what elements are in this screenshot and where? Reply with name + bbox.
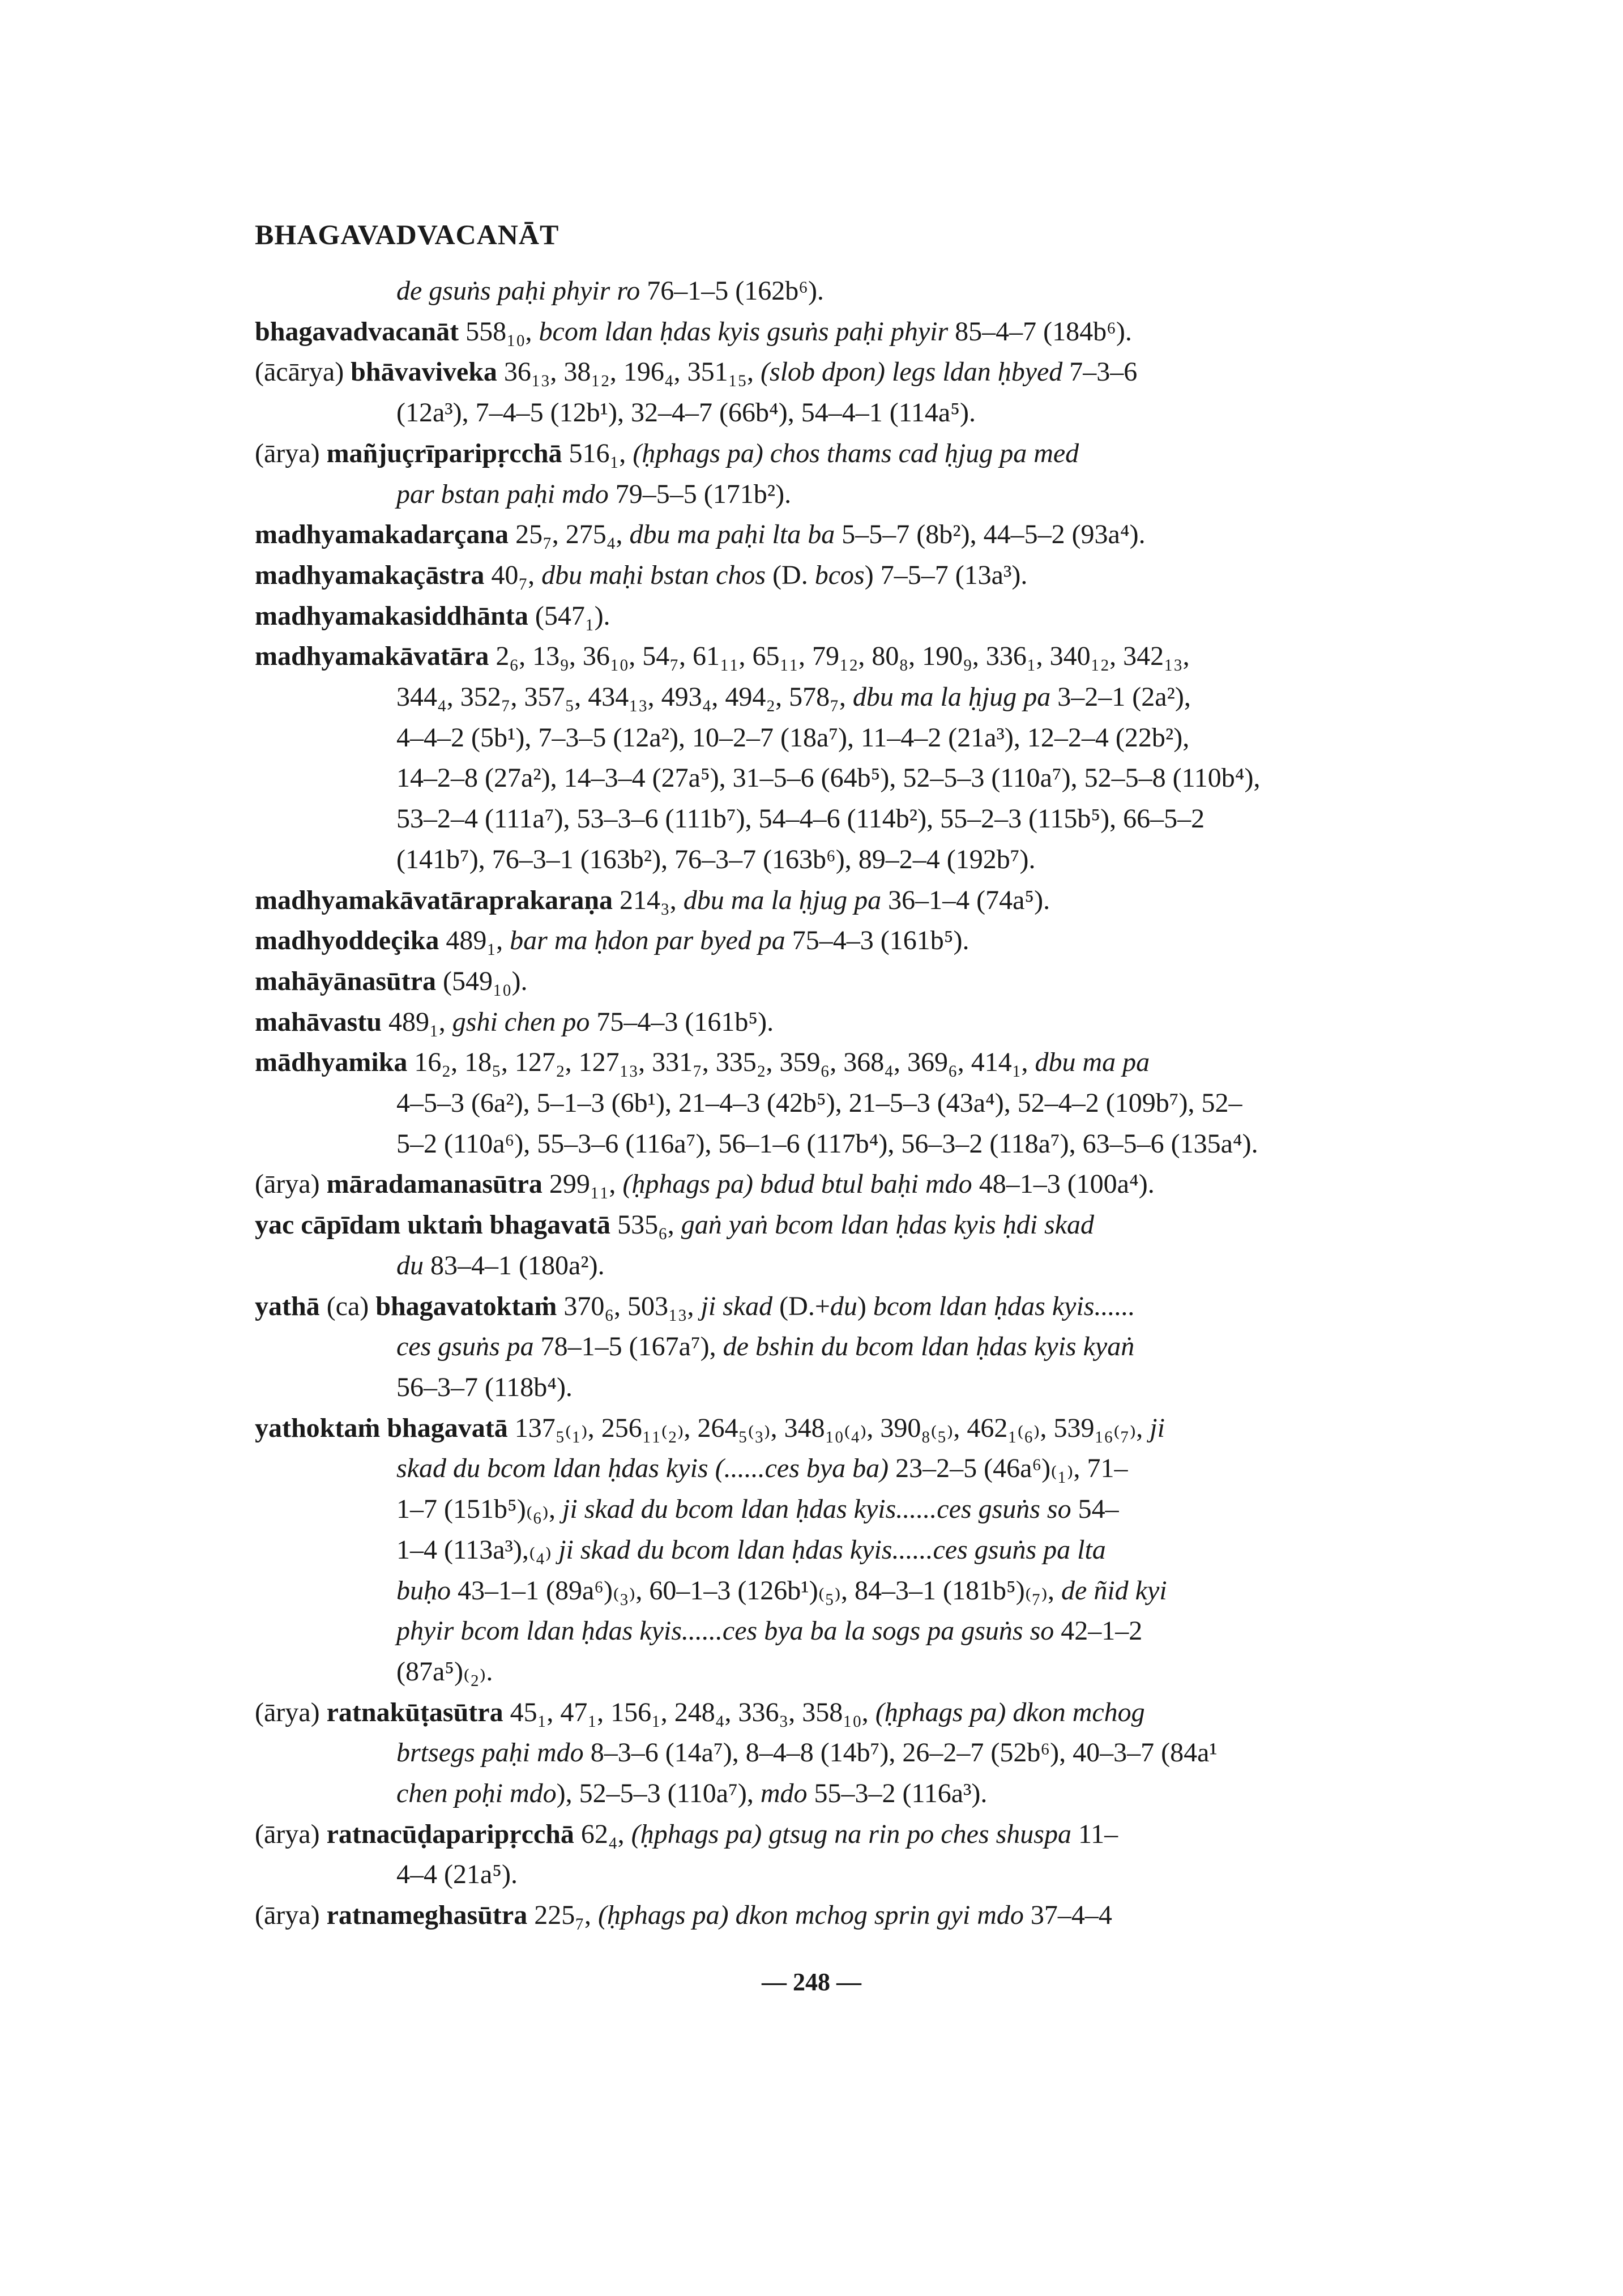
reference-text: 78–1–5 (167a⁷), [533, 1331, 723, 1362]
tibetan-title: ji [1150, 1412, 1165, 1443]
reference-text: 137₅₍₁₎, 256₁₁₍₂₎, 264₅₍₃₎, 348₁₀₍₄₎, 390₈₍₅₎, 462₁₍₆₎, 539₁₆₍₇₎, [507, 1412, 1150, 1443]
entry-line [255, 514, 1365, 555]
reference-text: (141b⁷), 76–3–1 (163b²), 76–3–7 (163b⁶), 89–2–4 (192b⁷). [396, 844, 1036, 874]
reference-text: (D.+ [772, 1291, 830, 1321]
reference-text: (ca) [319, 1291, 376, 1321]
entry-line [255, 1692, 1365, 1733]
reference-text: (ācārya) [255, 357, 351, 387]
reference-text: (ārya) [255, 438, 327, 468]
entry-term: mādhyamika [255, 1047, 408, 1078]
tibetan-title: skad du bcom ldan ḥdas kyis (......ces bya ba) [396, 1453, 889, 1484]
entry-continuation-line [255, 1773, 1365, 1814]
tibetan-title: bcom ldan ḥdas kyis gsuṅs paḥi phyir [539, 316, 949, 347]
reference-text: 299₁₁, [542, 1169, 623, 1200]
reference-text: ), 52–5–3 (110a⁷), [556, 1778, 761, 1809]
entry-term: yathā [255, 1291, 320, 1321]
reference-text: (547₁). [528, 600, 610, 631]
reference-text: 4–5–3 (6a²), 5–1–3 (6b¹), 21–4–3 (42b⁵), 21–5–3 (43a⁴), 52–4–2 (109b⁷), 52– [396, 1088, 1242, 1119]
entry-continuation-line [255, 474, 1365, 515]
reference-text: ) 7–5–7 (13a³). [864, 560, 1028, 590]
entry-line [255, 311, 1365, 352]
tibetan-title: gshi chen po [452, 1006, 590, 1037]
reference-text: 3–2–1 (2a²), [1050, 682, 1191, 712]
reference-text: 7–3–6 [1062, 357, 1138, 387]
entry-continuation-line [255, 1124, 1365, 1164]
entry-line [255, 880, 1365, 921]
entry-continuation-line [255, 1489, 1365, 1530]
reference-text: 56–3–7 (118b⁴). [396, 1372, 573, 1402]
entry-term: ratnakūṭasūtra [326, 1697, 503, 1727]
tibetan-title: bcos [814, 560, 865, 590]
reference-text: ) [857, 1291, 873, 1321]
entry-continuation-line [255, 1571, 1365, 1611]
reference-text: 48–1–3 (100a⁴). [972, 1169, 1155, 1200]
entry-continuation-line [255, 1326, 1365, 1367]
entry-line [255, 1205, 1365, 1245]
reference-text: 23–2–5 (46a⁶)₍₁₎, 71– [889, 1453, 1128, 1484]
reference-text: 8–3–6 (14a⁷), 8–4–8 (14b⁷), 26–2–7 (52b⁶), 40–3–7 (84a¹ [583, 1738, 1218, 1768]
entry-term: ratnameghasūtra [326, 1900, 528, 1931]
reference-text: 2₆, 13₉, 36₁₀, 54₇, 61₁₁, 65₁₁, 79₁₂, 80₈, 190₉, 336₁, 340₁₂, 342₁₃, [489, 641, 1190, 672]
entry-term: madhyamakasiddhānta [255, 600, 528, 631]
tibetan-title: (slob dpon) legs ldan ḥbyed [761, 357, 1063, 387]
entry-term: mahāvastu [255, 1006, 382, 1037]
entry-continuation-line [255, 1611, 1365, 1651]
entry-term: madhyamakaçāstra [255, 560, 485, 590]
entry-line [255, 1042, 1365, 1083]
tibetan-title: (ḥphags pa) bdud btul baḥi mdo [622, 1169, 972, 1200]
entry-continuation-line [255, 1732, 1365, 1773]
entry-continuation-line [255, 1530, 1365, 1571]
entry-line [255, 1002, 1365, 1043]
reference-text: 83–4–1 (180a²). [424, 1250, 605, 1281]
entry-term: yathoktaṁ bhagavatā [255, 1412, 508, 1443]
running-heading: BHAGAVADVACANĀT [255, 219, 559, 250]
tibetan-title: bcom ldan ḥdas kyis...... [873, 1291, 1135, 1321]
entry-line [255, 1895, 1365, 1936]
tibetan-title: ces gsuṅs pa [396, 1331, 534, 1362]
reference-text: 36–1–4 (74a⁵). [881, 885, 1050, 915]
tibetan-title: dbu ma la ḥjug pa [683, 885, 882, 915]
entry-line [255, 961, 1365, 1002]
reference-text: 36₁₃, 38₁₂, 196₄, 351₁₅, [497, 357, 761, 387]
tibetan-title: du [830, 1291, 857, 1321]
reference-text: 489₁, [439, 925, 510, 956]
entry-term: bhāvaviveka [351, 357, 497, 387]
reference-text: 43–1–1 (89a⁶)₍₃₎, 60–1–3 (126b¹)₍₅₎, 84–3–1 (181b⁵)₍₇₎, [451, 1575, 1062, 1606]
entry-continuation-line [255, 718, 1365, 758]
tibetan-title: gaṅ yaṅ bcom ldan ḥdas kyis ḥdi skad [681, 1210, 1095, 1240]
entry-term: bhagavatoktaṁ [375, 1291, 557, 1321]
tibetan-title: mdo [760, 1778, 808, 1809]
tibetan-title: ji skad du bcom ldan ḥdas kyis......ces gsuṅs so [562, 1494, 1071, 1525]
reference-text: 42–1–2 [1054, 1616, 1143, 1646]
reference-text: 1–7 (151b⁵)₍₆₎, [396, 1494, 563, 1525]
reference-text: 53–2–4 (111a⁷), 53–3–6 (111b⁷), 54–4–6 (114b²), 55–2–3 (115b⁵), 66–5–2 [396, 804, 1205, 834]
reference-text: 489₁, [382, 1006, 452, 1037]
tibetan-title: (ḥphags pa) dkon mchog sprin gyi mdo [597, 1900, 1024, 1931]
tibetan-title: par bstan paḥi mdo [396, 479, 609, 509]
reference-text: 225₇, [527, 1900, 598, 1931]
entry-line [255, 433, 1365, 474]
entry-line [255, 555, 1365, 596]
entry-line [255, 1814, 1365, 1855]
entry-continuation-line [255, 1367, 1365, 1408]
entry-line [255, 1286, 1365, 1327]
tibetan-title: dbu maḥi bstan chos [541, 560, 766, 590]
page-number: — 248 — [762, 1968, 861, 1996]
reference-text: 75–4–3 (161b⁵). [590, 1006, 774, 1037]
reference-text: (ārya) [255, 1819, 327, 1849]
tibetan-title: ji skad du bcom ldan ḥdas kyis......ces gsuṅs pa lta [558, 1534, 1106, 1565]
entry-continuation-line [255, 271, 1365, 311]
reference-text: 11– [1071, 1819, 1118, 1849]
entry-term: madhyoddeçika [255, 925, 439, 956]
entry-continuation-line [255, 839, 1365, 880]
tibetan-title: (ḥphags pa) dkon mchog [875, 1697, 1145, 1727]
entry-continuation-line [255, 1083, 1365, 1124]
entry-line [255, 636, 1365, 677]
tibetan-title: (ḥphags pa) chos thams cad ḥjug pa med [633, 438, 1079, 468]
reference-text: (ārya) [255, 1169, 327, 1200]
tibetan-title: brtsegs paḥi mdo [396, 1738, 584, 1768]
entry-term: yac cāpīdam uktaṁ bhagavatā [255, 1210, 611, 1240]
reference-text: 62₄, [574, 1819, 631, 1849]
entry-continuation-line [255, 1651, 1365, 1692]
entry-term: māradamanasūtra [326, 1169, 543, 1200]
entry-continuation-line [255, 677, 1365, 718]
reference-text: 85–4–7 (184b⁶). [948, 316, 1132, 347]
entry-line [255, 920, 1365, 961]
entry-continuation-line [255, 1245, 1365, 1286]
reference-text: 535₆, [610, 1210, 681, 1240]
entry-continuation-line [255, 758, 1365, 799]
entry-continuation-line [255, 392, 1365, 433]
reference-text: (ārya) [255, 1697, 327, 1727]
reference-text: 75–4–3 (161b⁵). [785, 925, 969, 956]
tibetan-title: (ḥphags pa) gtsug na rin po ches shuspa [631, 1819, 1071, 1849]
reference-text: 54– [1071, 1494, 1119, 1525]
tibetan-title: phyir bcom ldan ḥdas kyis......ces bya ba la sogs pa gsuṅs so [396, 1616, 1054, 1646]
reference-text: 4–4 (21a⁵). [396, 1859, 518, 1890]
reference-text: 4–4–2 (5b¹), 7–3–5 (12a²), 10–2–7 (18a⁷), 11–4–2 (21a³), 12–2–4 (22b²), [396, 722, 1190, 753]
reference-text: 25₇, 275₄, [509, 519, 630, 550]
tibetan-title: bar ma ḥdon par byed pa [510, 925, 785, 956]
tibetan-title: de bshin du bcom ldan ḥdas kyis kyaṅ [723, 1331, 1135, 1362]
reference-text: (12a³), 7–4–5 (12b¹), 32–4–7 (66b⁴), 54–4–1 (114a⁵). [396, 398, 976, 428]
entry-line [255, 352, 1365, 392]
tibetan-title: ji skad [701, 1291, 773, 1321]
reference-text: 45₁, 47₁, 156₁, 248₄, 336₃, 358₁₀, [503, 1697, 875, 1727]
reference-text: (ārya) [255, 1900, 327, 1931]
reference-text: 558₁₀, [459, 316, 539, 347]
entry-term: mahāyānasūtra [255, 966, 437, 996]
reference-text: 1–4 (113a³),₍₄₎ [396, 1534, 559, 1565]
reference-text: 214₃, [613, 885, 684, 915]
reference-text: 5–2 (110a⁶), 55–3–6 (116a⁷), 56–1–6 (117b⁴), 56–3–2 (118a⁷), 63–5–6 (135a⁴). [396, 1128, 1258, 1159]
reference-text: 40₇, [484, 560, 542, 590]
reference-text: 16₂, 18₅, 127₂, 127₁₃, 331₇, 335₂, 359₆, 368₄, 369₆, 414₁, [407, 1047, 1035, 1078]
tibetan-title: dbu ma paḥi lta ba [629, 519, 835, 550]
reference-text: 79–5–5 (171b²). [608, 479, 792, 509]
reference-text: 516₁, [562, 438, 633, 468]
tibetan-title: dbu ma la ḥjug pa [852, 682, 1051, 712]
tibetan-title: dbu ma pa [1035, 1047, 1150, 1078]
tibetan-title: buḥo [396, 1575, 451, 1606]
reference-text: 5–5–7 (8b²), 44–5–2 (93a⁴). [835, 519, 1146, 550]
entry-continuation-line [255, 799, 1365, 839]
entry-line [255, 1164, 1365, 1205]
reference-text: (D. [766, 560, 815, 590]
tibetan-title: de gsuṅs paḥi phyir ro [396, 276, 640, 306]
index-entries [255, 271, 1365, 1936]
entry-term: madhyamakāvatāraprakaraṇa [255, 885, 613, 915]
entry-continuation-line [255, 1448, 1365, 1489]
tibetan-title: chen poḥi mdo [396, 1778, 557, 1809]
tibetan-title: du [396, 1250, 424, 1281]
reference-text: 37–4–4 [1023, 1900, 1112, 1931]
entry-term: ratnacūḍaparipṛcchā [326, 1819, 574, 1849]
entry-line [255, 596, 1365, 637]
reference-text: (549₁₀). [436, 966, 528, 996]
reference-text: 344₄, 352₇, 357₅, 434₁₃, 493₄, 494₂, 578₇, [396, 682, 853, 712]
reference-text: 76–1–5 (162b⁶). [640, 276, 824, 306]
tibetan-title: de ñid kyi [1061, 1575, 1167, 1606]
entry-line [255, 1408, 1365, 1449]
entry-term: madhyamakāvatāra [255, 641, 489, 672]
entry-term: mañjuçrīparipṛcchā [326, 438, 562, 468]
reference-text: (87a⁵)₍₂₎. [396, 1656, 493, 1687]
entry-term: madhyamakadarçana [255, 519, 509, 550]
entry-continuation-line [255, 1854, 1365, 1895]
entry-term: bhagavadvacanāt [255, 316, 459, 347]
reference-text: 370₆, 503₁₃, [557, 1291, 701, 1321]
reference-text: 55–3–2 (116a³). [807, 1778, 988, 1809]
reference-text: 14–2–8 (27a²), 14–3–4 (27a⁵), 31–5–6 (64b⁵), 52–5–3 (110a⁷), 52–5–8 (110b⁴), [396, 763, 1261, 793]
